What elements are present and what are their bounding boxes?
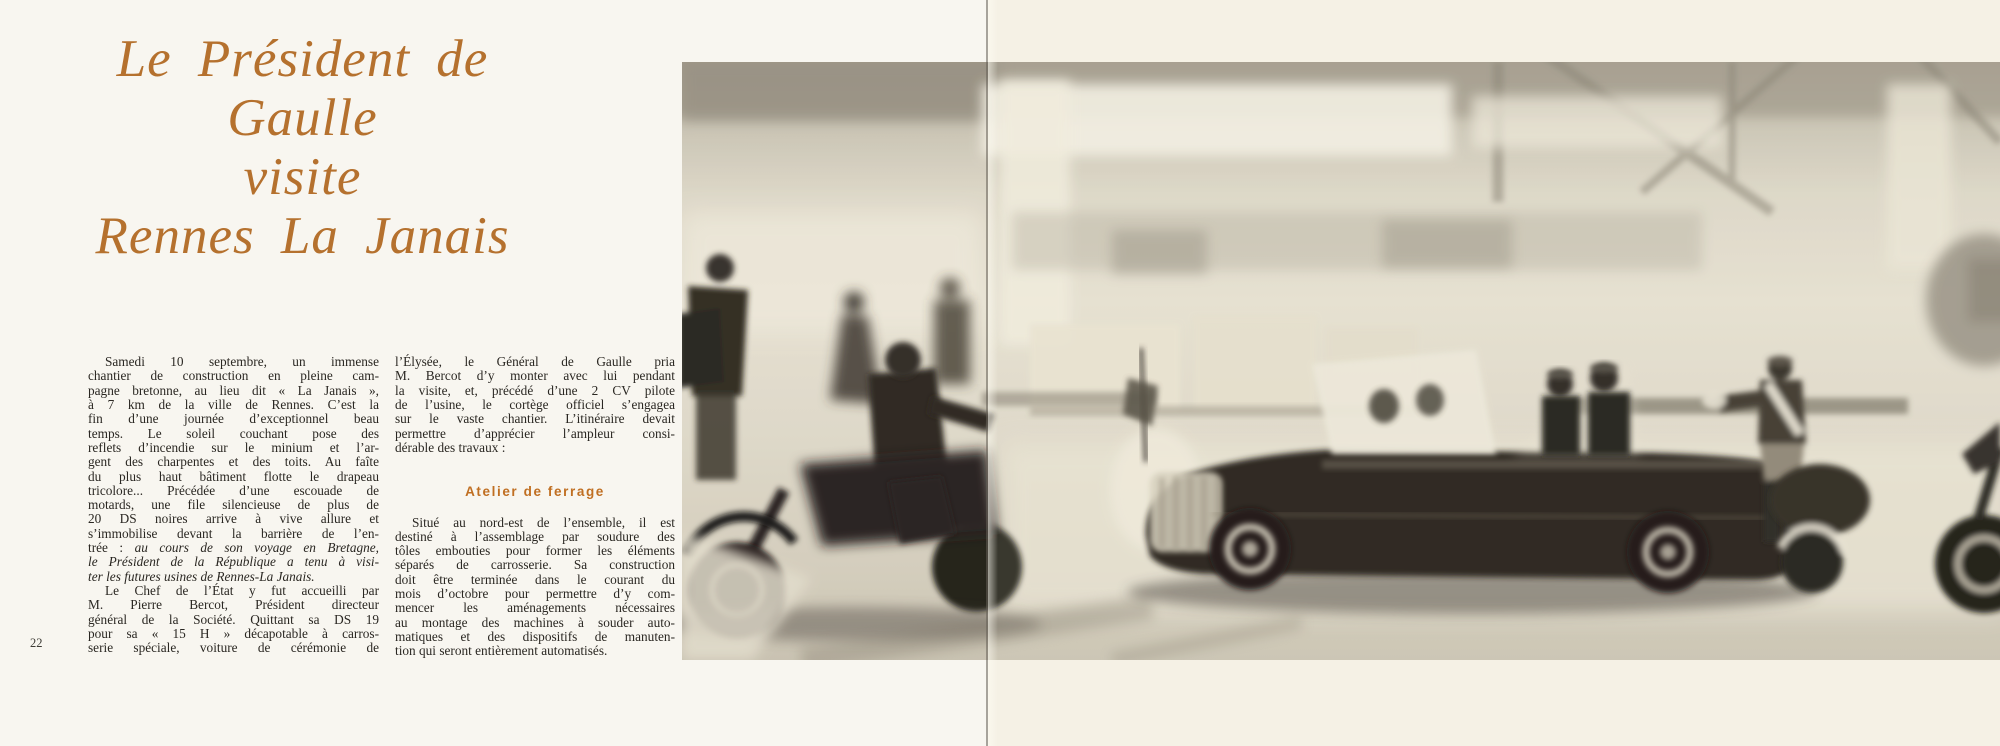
text-line: s’immobilise devant la barrière de l’en- [88, 525, 379, 541]
text-line: chantier de construction en pleine cam- [88, 368, 379, 384]
text-line: matiques et des dispositifs de manuten- [395, 629, 675, 644]
page-gutter [986, 0, 988, 746]
text-line: tôles embouties pour former les éléments [395, 543, 675, 559]
section-heading: Atelier de ferrage [465, 484, 605, 500]
text-line: permettre d’apprécier l’ampleur consi- [395, 425, 675, 441]
text-line: de l’usine, le cortège officiel s’engagea [395, 396, 675, 412]
text-line: temps. Le soleil couchant pose des [88, 425, 379, 441]
text-line: à 7 km de la ville de Rennes. C’est la [88, 396, 379, 412]
text-line: mois d’octobre pour permettre d’y com- [395, 586, 675, 602]
text-line: du plus haut bâtiment flotte le drapeau [88, 468, 379, 484]
text-line: séparés de carrosserie. Sa construction [395, 557, 675, 573]
article-title [45, 30, 560, 266]
text-line: fin d’une journée d’exceptionnel beau [88, 411, 379, 427]
text-line: M. Bercot d’y monter avec lui pendant [395, 368, 675, 384]
text-line: motards, une file silencieuse de plus de [88, 497, 379, 513]
column2-paragraph-1 [395, 355, 675, 455]
text-line: Situé au nord-est de l’ensemble, il est [412, 514, 675, 530]
title-line-3: Rennes La Janais [95, 207, 510, 265]
text-line: serie spéciale, voiture de cérémonie de [88, 640, 379, 656]
text-line: dérable des travaux : [395, 439, 506, 455]
text-line: la visite, et, précédé d’une 2 CV pilote [395, 382, 675, 398]
page-gutter-highlight [988, 0, 998, 746]
cortege-photo [682, 62, 2000, 660]
text-line: pour sa « 15 H » décapotable à carros- [88, 625, 379, 641]
page-number: 22 [30, 636, 43, 650]
text-line: tion qui seront entièrement automatisés. [395, 643, 608, 659]
text-line: ter les futures usines de Rennes-La Janais. [88, 568, 315, 584]
text-column-1 [88, 355, 379, 656]
text-column-2 [395, 355, 675, 659]
cortege-photo-illustration [682, 62, 2000, 660]
text-line: destiné à l’assemblage par soudure des [395, 528, 675, 544]
column2-paragraph-2 [395, 516, 675, 659]
text-line: Le Chef de l’État y fut accueilli par [105, 583, 379, 598]
text-line: mencer les aménagements nécessaires [395, 600, 675, 616]
text-line: au montage des machines à souder auto- [395, 614, 675, 630]
text-line: sur le vaste chantier. L’itinéraire devait [395, 411, 675, 427]
title-line-2: visite [243, 148, 362, 206]
text-line: tricolore... Précédée d’une escouade de [88, 482, 379, 498]
text-line: général de la Société. Quittant sa DS 19 [88, 611, 379, 627]
text-line: doit être terminée dans le courant du [395, 571, 675, 587]
text-line: Samedi 10 septembre, un immense [105, 354, 379, 369]
text-line: 20 DS noires arrive à vive allure et [88, 511, 379, 527]
text-line: M. Pierre Bercot, Président directeur [88, 597, 379, 613]
text-line: pagne bretonne, au lieu dit « La Janais », [88, 382, 379, 398]
title-line-1: Le Président de Gaulle [116, 30, 489, 147]
text-line: l’Élysée, le Général de Gaulle pria [395, 354, 675, 369]
text-line: trée : au cours de son voyage en Bretagne, [88, 540, 379, 556]
text-line: reflets d’incendie sur le minium et l’ar- [88, 439, 379, 455]
text-line: le Président de la République a tenu à visi- [88, 554, 379, 570]
text-line: gent des charpentes et des toits. Au faîte [88, 454, 379, 470]
